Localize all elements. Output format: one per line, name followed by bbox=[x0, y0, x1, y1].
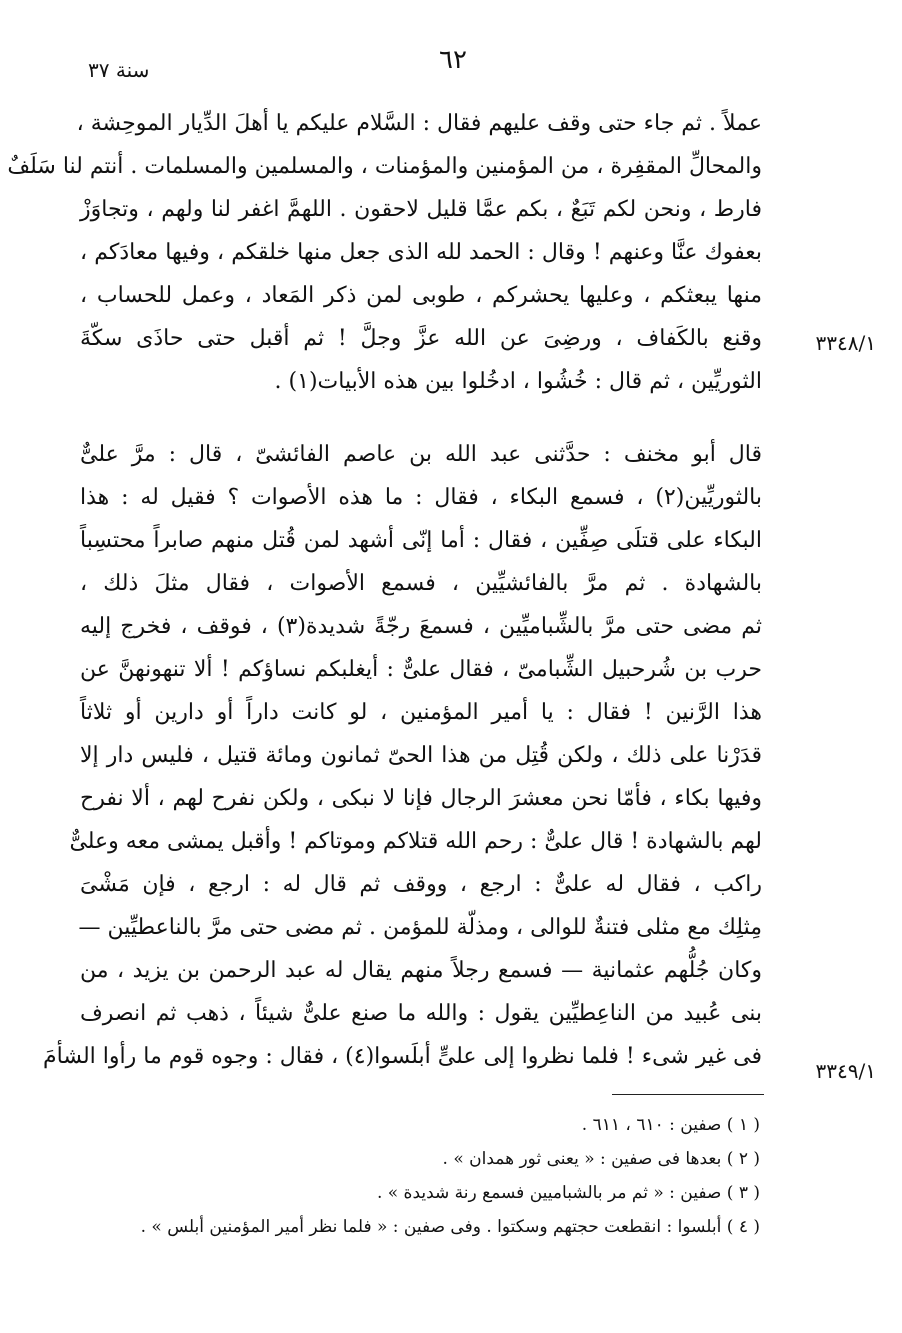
text-line: وقنع بالكَفاف ، ورضِىَ عن الله عزَّ وجلَّ ! ثم أقبل حتى حاذَى سكّةَ bbox=[80, 326, 762, 351]
footnote: ( ٣ ) صفين : « ثم مر بالشباميين فسمع رنة شديدة » . bbox=[376, 1183, 760, 1203]
footnotes bbox=[140, 1108, 760, 1244]
text-line: والمحالِّ المقفِرة ، من المؤمنين والمؤمنات ، والمسلمين والمسلمات . أنتم لنا سَلَفٌ bbox=[7, 154, 762, 179]
text-line: البكاء على قتلَى صِفِّين ، فقال : أما إنّى أشهد لمن قُتل منهم صابراً محتسِباً bbox=[80, 528, 762, 553]
text-line: بنى عُبيد من الناعِطيِّين يقول : والله ما صنع علىٌّ شيئاً ، ذهب ثم انصرف bbox=[80, 1001, 762, 1026]
page-number: ٦٢ bbox=[439, 45, 467, 75]
footnote-divider bbox=[612, 1094, 764, 1095]
text-line: حرب بن شُرحبيل الشِّبامىّ ، فقال علىٌّ : أيغلبكم نساؤكم ! ألا تنهونهنَّ عن bbox=[80, 657, 762, 682]
text-line: فارط ، ونحن لكم تَبَعٌ ، بكم عمَّا قليل لاحقون . اللهمَّ اغفر لنا ولهم ، وتجاوَزْ bbox=[80, 197, 762, 222]
text-line: فى غير شىء ! فلما نظروا إلى علىٍّ أبلَسوا(٤) ، فقال : وجوه قوم ما رأوا الشأمَ bbox=[43, 1044, 762, 1069]
text-line: بعفوك عنَّا وعنهم ! وقال : الحمد لله الذى جعل منها خلقكم ، وفيها معادَكم ، bbox=[80, 240, 762, 265]
running-header-year: سنة ٣٧ bbox=[88, 58, 150, 82]
text-line: هذا الرَّنين ! فقال : يا أمير المؤمنين ، لو كانت داراً أو دارين أو ثلاثاً bbox=[80, 700, 762, 725]
text-line: بالثوريِّين(٢) ، فسمع البكاء ، فقال : ما هذه الأصوات ؟ فقيل له : هذا bbox=[80, 485, 762, 510]
text-line: راكب ، فقال له علىٌّ : ارجع ، ووقف ثم قال له : ارجع ، فإن مَشْىَ bbox=[80, 872, 762, 897]
paragraph-1 bbox=[7, 102, 762, 403]
footnote: ( ٤ ) أبلسوا : انقطعت حجتهم وسكتوا . وفى صفين : « فلما نظر أمير المؤمنين أبلس » . bbox=[140, 1217, 760, 1237]
text-line: قدَرْنا على ذلك ، ولكن قُتِل من هذا الحىّ ثمانون ومائة قتيل ، فليس دار إلا bbox=[80, 743, 762, 768]
text-line: وكان جُلُّهم عثمانية — فسمع رجلاً منهم يقال له عبد الرحمن بن يزيد ، من bbox=[80, 958, 762, 983]
margin-reference: ٣٣٤٨/١ bbox=[815, 331, 876, 355]
text-line: ثم مضى حتى مرَّ بالشِّباميِّين ، فسمعَ رجّةً شديدة(٣) ، فوقف ، فخرج إليه bbox=[80, 614, 762, 639]
footnote: ( ١ ) صفين : ٦١٠ ، ٦١١ . bbox=[581, 1115, 760, 1135]
text-line: بالشهادة . ثم مرَّ بالفائشيِّين ، فسمع الأصوات ، فقال مثلَ ذلك ، bbox=[80, 571, 762, 596]
footnote: ( ٢ ) بعدها فى صفين : « يعنى ثور همدان » . bbox=[442, 1149, 760, 1169]
text-line: قال أبو مخنف : حدَّثنى عبد الله بن عاصم الفائشىّ ، قال : مرَّ علىٌّ bbox=[80, 442, 762, 467]
margin-reference: ٣٣٤٩/١ bbox=[815, 1059, 876, 1083]
text-line: منها يبعثكم ، وعليها يحشركم ، طوبى لمن ذكر المَعاد ، وعمل للحساب ، bbox=[80, 283, 762, 308]
text-line: مِثلِك مع مثلى فتنةٌ للوالى ، ومذلّة للمؤمن . ثم مضى حتى مرَّ بالناعطيِّين — bbox=[78, 915, 762, 940]
paragraph-2 bbox=[43, 433, 762, 1078]
text-line: الثوريِّين ، ثم قال : خُشُوا ، ادخُلوا بين هذه الأبيات(١) . bbox=[274, 369, 762, 394]
text-line: عملاً . ثم جاء حتى وقف عليهم فقال : السَّلام عليكم يا أهلَ الدِّيار الموحِشة ، bbox=[76, 111, 762, 136]
text-line: لهم بالشهادة ! قال علىٌّ : رحم الله قتلاكم وموتاكم ! وأقبل يمشى معه وعلىٌّ bbox=[69, 829, 762, 854]
text-line: وفيها بكاء ، فأمّا نحن معشرَ الرجال فإنا لا نبكى ، ولكن نفرح لهم ، ألا نفرح bbox=[80, 786, 762, 811]
